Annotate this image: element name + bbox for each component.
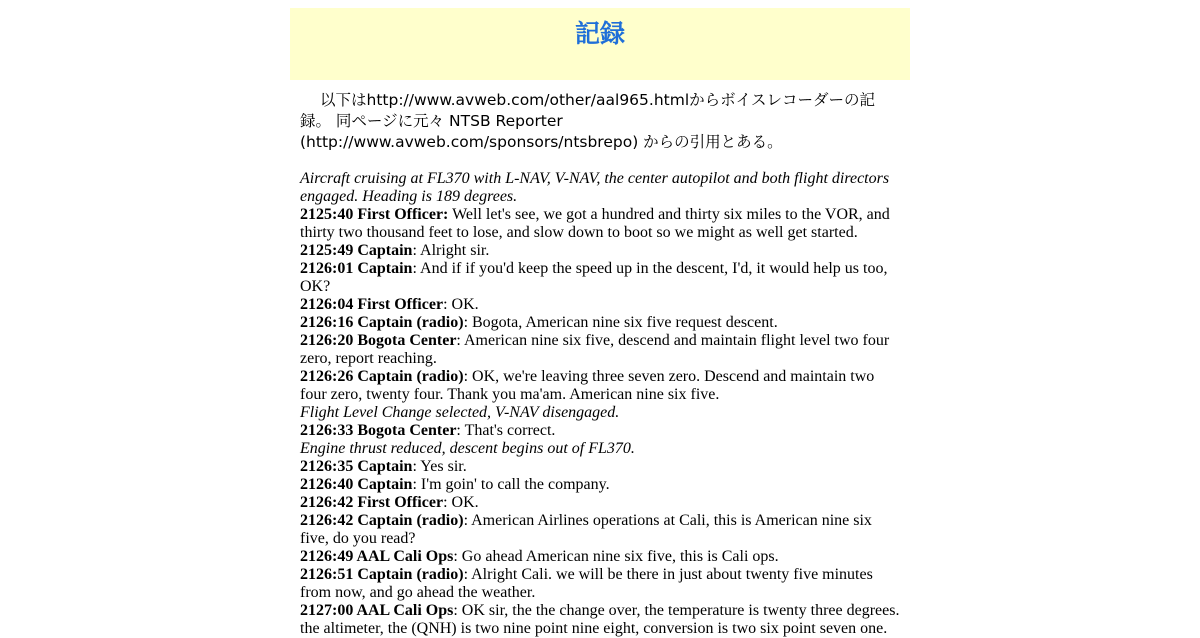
speaker-label: 2125:40 First Officer: bbox=[300, 206, 449, 223]
speaker-label: 2126:49 AAL Cali Ops bbox=[300, 548, 454, 565]
utterance-text: : OK, we're leaving three seven zero. Descend and maintain two four zero, twenty four. Thank you ma'am. American nine six five. bbox=[300, 368, 875, 403]
speaker-label: 2126:51 Captain (radio) bbox=[300, 566, 464, 583]
transcript-line bbox=[300, 602, 900, 638]
transcript-line bbox=[300, 494, 900, 512]
speaker-label: 2127:00 AAL Cali Ops bbox=[300, 602, 454, 619]
transcript-line bbox=[300, 206, 900, 242]
speaker-label: 2126:20 Bogota Center bbox=[300, 332, 457, 349]
intro-paragraph: 以下はhttp://www.avweb.com/other/aal965.htmlからボイスレコーダーの記録。 同ページに元々 NTSB Reporter (http://www.avweb.com/sponsors/ntsbrepo) からの引用とある。 bbox=[300, 91, 875, 151]
speaker-label: 2126:33 Bogota Center bbox=[300, 422, 457, 439]
document-container bbox=[290, 8, 910, 638]
transcript-note: Flight Level Change selected, V-NAV disengaged. bbox=[300, 404, 620, 421]
transcript-line bbox=[300, 476, 900, 494]
transcript-line bbox=[300, 368, 900, 404]
page-title: 記録 bbox=[574, 19, 625, 48]
transcript-line bbox=[300, 548, 900, 566]
transcript-line bbox=[300, 332, 900, 368]
utterance-text: : Alright sir. bbox=[412, 242, 490, 259]
transcript-line bbox=[300, 260, 900, 296]
utterance-text: : American Airlines operations at Cali, this is American nine six five, do you read? bbox=[300, 512, 872, 547]
utterance-text: : American nine six five, descend and maintain flight level two four zero, report reaching. bbox=[300, 332, 890, 367]
speaker-label: 2126:16 Captain (radio) bbox=[300, 314, 464, 331]
speaker-label: 2126:01 Captain bbox=[300, 260, 413, 277]
speaker-label: 2126:40 Captain bbox=[300, 476, 413, 493]
transcript-line bbox=[300, 242, 900, 260]
speaker-label: 2126:42 Captain (radio) bbox=[300, 512, 464, 529]
transcript bbox=[300, 170, 900, 638]
speaker-label: 2126:35 Captain bbox=[300, 458, 413, 475]
utterance-text: : OK. bbox=[443, 296, 479, 313]
speaker-label: 2126:26 Captain (radio) bbox=[300, 368, 464, 385]
transcript-line bbox=[300, 422, 900, 440]
utterance-text: : Alright Cali. we will be there in just about twenty five minutes from now, and go ahead the weather. bbox=[300, 566, 873, 601]
speaker-label: 2126:04 First Officer bbox=[300, 296, 444, 313]
document-body bbox=[290, 80, 910, 638]
transcript-line bbox=[300, 458, 900, 476]
utterance-text: : That's correct. bbox=[456, 422, 556, 439]
transcript-line bbox=[300, 314, 900, 332]
title-banner bbox=[290, 8, 910, 80]
utterance-text: : OK sir, the the change over, the temperature is twenty three degrees. the altimeter, the (QNH) is two nine point nine eight, conversion is two six point seven one. bbox=[300, 602, 900, 637]
transcript-line bbox=[300, 296, 900, 314]
utterance-text: : OK. bbox=[443, 494, 479, 511]
utterance-text: : And if if you'd keep the speed up in the descent, I'd, it would help us too, OK? bbox=[300, 260, 888, 295]
utterance-text: : I'm goin' to call the company. bbox=[412, 476, 610, 493]
utterance-text: : Go ahead American nine six five, this is Cali ops. bbox=[453, 548, 779, 565]
speaker-label: 2126:42 First Officer bbox=[300, 494, 444, 511]
utterance-text: : Bogota, American nine six five request descent. bbox=[463, 314, 778, 331]
transcript-line bbox=[300, 512, 900, 548]
utterance-text: Well let's see, we got a hundred and thirty six miles to the VOR, and thirty two thousand feet to lose, and slow down to boot so we might as well get started. bbox=[300, 206, 890, 241]
transcript-line bbox=[300, 566, 900, 602]
speaker-label: 2125:49 Captain bbox=[300, 242, 413, 259]
transcript-note: Aircraft cruising at FL370 with L-NAV, V-NAV, the center autopilot and both flight directors engaged. Heading is 189 degrees. bbox=[300, 170, 890, 205]
transcript-note: Engine thrust reduced, descent begins out of FL370. bbox=[300, 440, 635, 457]
utterance-text: : Yes sir. bbox=[412, 458, 467, 475]
